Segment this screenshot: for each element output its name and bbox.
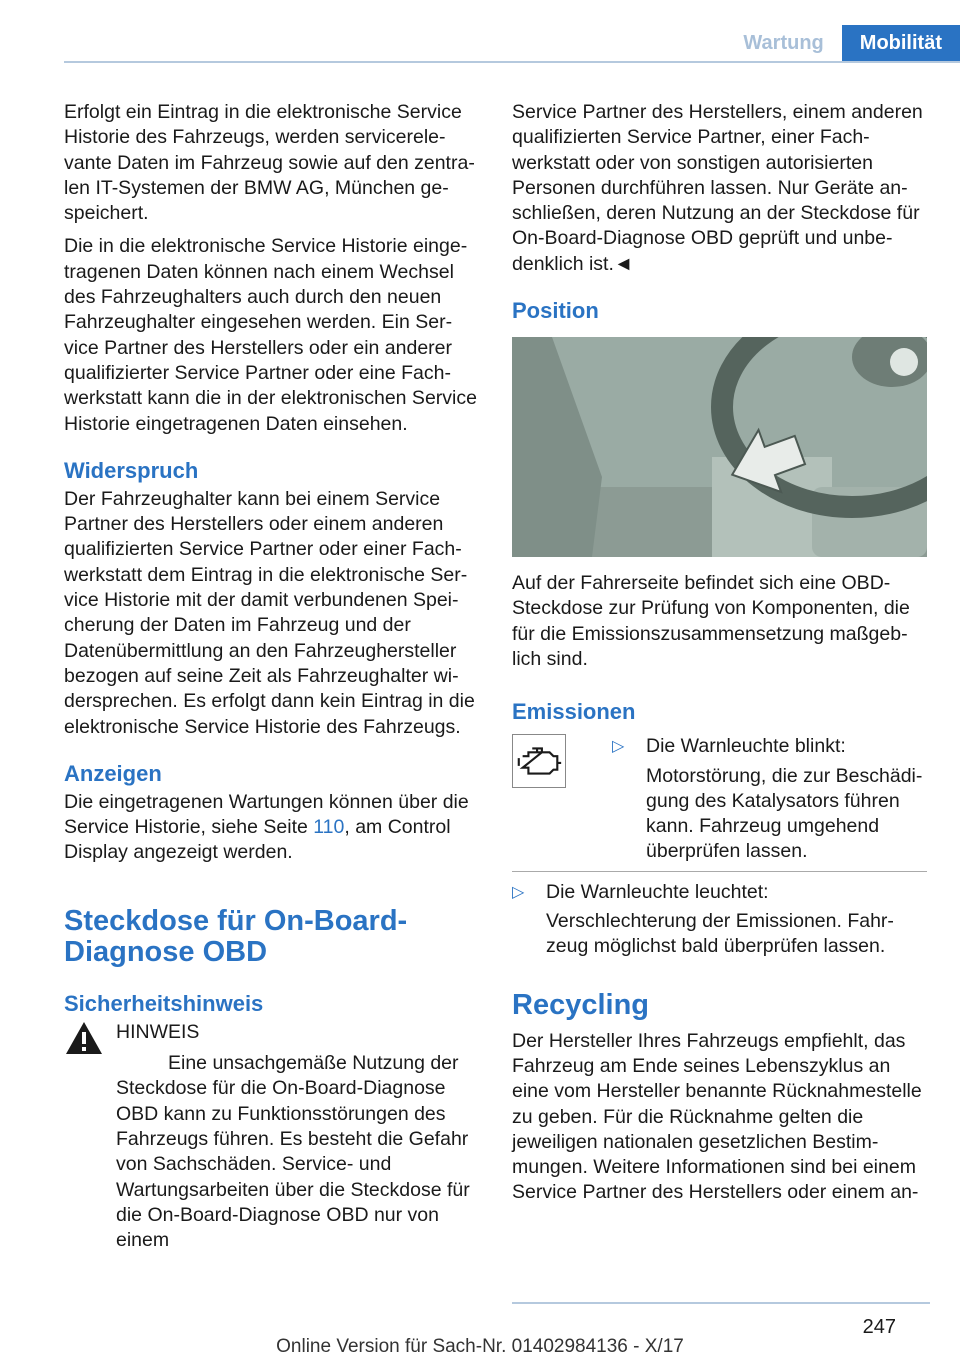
hinweis-label: HINWEIS [116,1020,200,1043]
triangle-bullet-icon: ▷ [612,738,625,756]
warning-triangle-icon [64,1020,104,1056]
page-number: 247 [862,1316,896,1338]
bullet-leuchtet-title: Die Warnleuchte leuchtet: [546,880,769,903]
heading-position: Position [512,298,599,324]
hinweis-text: Eine unsachgemäße Nutzung der Steckdose für die On-Board-Diagnose OBD kann zu Funktionsstörungen des Fahrzeugs führen. Es besteht die Gefahr von Sachschäden. Service- und Wartungsarbeiten über die Steckdose für die On-Board-Diagnose OBD nur von einem [116,1052,470,1252]
paragraph-service-history-entry: Erfolgt ein Eintrag in die elektronische Service Historie des Fahrzeugs, werden servicerelevante Daten im Fahrzeug sowie auf den zentralen IT-Systemen der BMW AG, München gespeichert. [64,101,475,225]
emissionen-block [512,734,927,864]
safety-notice [64,1020,479,1254]
paragraph-widerspruch: Der Fahrzeughalter kann bei einem Service Partner des Herstellers oder einem anderen qualifizierten Service Partner oder einer Fachwerkstatt dem Eintrag in die elektronische Service Historie mit der damit verbundenen Speicherung der Daten im Fahrzeug und der Datenübermittlung an den Fahrzeughersteller bezogen auf seine Zeit als Fahrzeughalter widersprechen. Es erfolgt dann kein Eintrag in die elektronische Service Historie des Fahrzeugs. [64,487,475,738]
heading-sicherheitshinweis: Sicherheitshinweis [64,990,264,1016]
bullet-divider [512,871,927,872]
footer-rule [512,1302,930,1304]
section-tabs [725,25,960,61]
paragraph-recycling: Der Hersteller Ihres Fahrzeugs empfiehlt, das Fahrzeug am Ende seines Lebenszyklus an eine vom Hersteller benannte Rücknahmestelle zu geben. Für die Rücknahme gelten die jeweiligen nationalen gesetzlichen Bestimmungen. Weitere Informationen sind bei einem Service Partner des Herstellers oder einem an- [512,1029,922,1204]
bullet-leuchtet-text: Verschlechterung der Emissionen. Fahrzeug möglichst bald überprüfen lassen. [546,910,894,958]
paragraph-service-history-owner: Die in die elektronische Service Historie eingetragenen Daten können nach einem Wechsel des Fahrzeughalters auch durch den neuen Fahrzeughalter eingesehen werden. Ein Service Partner des Herstellers oder ein anderer qualifizierter Service Partner oder eine Fachwerkstatt kann die in der elektronischen Service Historie eingetragenen Daten einsehen. [64,235,477,435]
tab-mobilitaet[interactable]: Mobilität [842,25,960,61]
bullet-blinkt-text: Motorstörung, die zur Beschädigung des Katalysators führen kann. Fahrzeug umgehend überprüfen lassen. [646,764,923,863]
heading-widerspruch: Widerspruch [64,457,199,483]
bullet-warnleuchte-blinkt [612,734,927,864]
paragraph-anzeigen-text-end: , am Control Display angezeigt werden. [64,816,451,864]
tab-wartung[interactable]: Wartung [725,25,841,61]
triangle-bullet-icon: ▷ [512,883,525,901]
bullet-warnleuchte-leuchtet [512,880,927,960]
heading-emissionen: Emissionen [512,699,636,725]
right-column [512,100,927,1214]
paragraph-position: Auf der Fahrerseite befindet sich eine OBD-Steckdose zur Prüfung von Komponenten, die für die Emissionszusammensetzung maßgeblich sind. [512,572,910,670]
obd-position-photo [512,337,927,557]
page-link-110[interactable]: 110 [313,816,345,839]
heading-recycling: Recycling [512,988,649,1021]
heading-steckdose-obd: Steckdose für On-Board-Diagnose OBD [64,904,408,968]
header-rule [64,61,960,63]
paragraph-anzeigen-text: Die eingetragenen Wartungen können über die Service Historie, siehe Seite [64,790,469,839]
paragraph-anzeigen [64,790,479,866]
bullet-blinkt-title: Die Warnleuchte blinkt: [646,735,846,758]
heading-anzeigen: Anzeigen [64,760,162,786]
check-engine-icon [512,734,566,788]
paragraph-hinweis-continued: Service Partner des Herstellers, einem anderen qualifizierten Service Partner, einer Fachwerkstatt oder von sonstigen autorisierten Personen durchführen lassen. Nur Geräte anschließen, deren Nutzung an der Steckdose für On-Board-Diagnose OBD geprüft und unbedenklich ist.◄ [512,101,923,275]
online-version-footer: Online Version für Sach-Nr. 01402984136 - X/17 [276,1336,684,1357]
left-column [64,100,479,1259]
